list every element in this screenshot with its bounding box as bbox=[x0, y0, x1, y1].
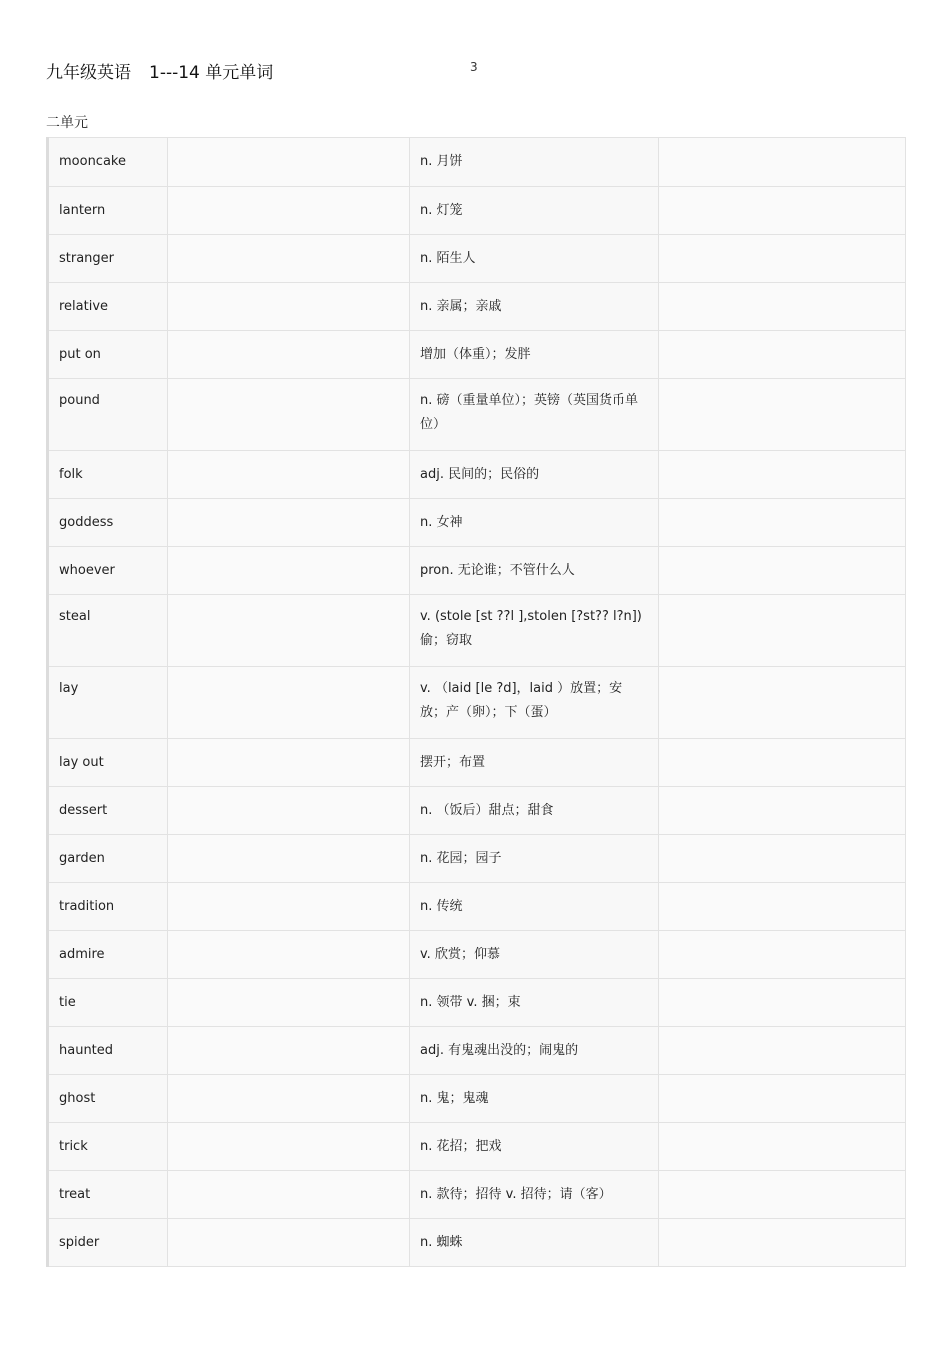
table-row bbox=[48, 283, 906, 331]
blank-cell bbox=[168, 379, 410, 451]
blank-cell bbox=[168, 1027, 410, 1075]
table-row bbox=[48, 1219, 906, 1267]
meaning-cell: adj. 民间的；民俗的 bbox=[410, 451, 659, 499]
meaning-cell: n. 陌生人 bbox=[410, 235, 659, 283]
extra-cell bbox=[659, 667, 906, 739]
table-row bbox=[48, 931, 906, 979]
page-number: 3 bbox=[470, 60, 478, 74]
extra-cell bbox=[659, 379, 906, 451]
blank-cell bbox=[168, 835, 410, 883]
table-row bbox=[48, 451, 906, 499]
extra-cell bbox=[659, 187, 906, 235]
extra-cell bbox=[659, 499, 906, 547]
word-cell: treat bbox=[48, 1171, 168, 1219]
page-title bbox=[46, 58, 273, 83]
word-cell: relative bbox=[48, 283, 168, 331]
word-cell: steal bbox=[48, 595, 168, 667]
meaning-cell: n. （饭后）甜点；甜食 bbox=[410, 787, 659, 835]
word-cell: whoever bbox=[48, 547, 168, 595]
blank-cell bbox=[168, 1123, 410, 1171]
table-row bbox=[48, 499, 906, 547]
blank-cell bbox=[168, 138, 410, 187]
blank-cell bbox=[168, 1075, 410, 1123]
meaning-cell: v. （laid [le ?d]，laid ）放置；安放；产（卵）；下（蛋） bbox=[410, 667, 659, 739]
meaning-cell: v. (stole [st ??l ],stolen [?st?? l?n]) 偷；窃取 bbox=[410, 595, 659, 667]
blank-cell bbox=[168, 1171, 410, 1219]
word-cell: mooncake bbox=[48, 138, 168, 187]
word-cell: put on bbox=[48, 331, 168, 379]
blank-cell bbox=[168, 667, 410, 739]
blank-cell bbox=[168, 187, 410, 235]
blank-cell bbox=[168, 547, 410, 595]
word-cell: pound bbox=[48, 379, 168, 451]
table-row bbox=[48, 138, 906, 187]
blank-cell bbox=[168, 283, 410, 331]
table-row bbox=[48, 235, 906, 283]
extra-cell bbox=[659, 1219, 906, 1267]
meaning-cell: n. 款待；招待 v. 招待；请（客） bbox=[410, 1171, 659, 1219]
blank-cell bbox=[168, 595, 410, 667]
extra-cell bbox=[659, 787, 906, 835]
table-row bbox=[48, 1171, 906, 1219]
extra-cell bbox=[659, 883, 906, 931]
meaning-cell: n. 传统 bbox=[410, 883, 659, 931]
extra-cell bbox=[659, 931, 906, 979]
extra-cell bbox=[659, 331, 906, 379]
table-row bbox=[48, 331, 906, 379]
blank-cell bbox=[168, 331, 410, 379]
blank-cell bbox=[168, 979, 410, 1027]
blank-cell bbox=[168, 499, 410, 547]
title-cn: 九年级英语 bbox=[46, 63, 131, 83]
extra-cell bbox=[659, 835, 906, 883]
word-cell: folk bbox=[48, 451, 168, 499]
word-cell: garden bbox=[48, 835, 168, 883]
table-row bbox=[48, 187, 906, 235]
meaning-cell: n. 月饼 bbox=[410, 138, 659, 187]
blank-cell bbox=[168, 1219, 410, 1267]
blank-cell bbox=[168, 451, 410, 499]
blank-cell bbox=[168, 931, 410, 979]
extra-cell bbox=[659, 451, 906, 499]
extra-cell bbox=[659, 1171, 906, 1219]
word-cell: spider bbox=[48, 1219, 168, 1267]
extra-cell bbox=[659, 739, 906, 787]
word-cell: lantern bbox=[48, 187, 168, 235]
table-row bbox=[48, 883, 906, 931]
title-range: 1---14 单元单词 bbox=[149, 63, 274, 83]
word-cell: trick bbox=[48, 1123, 168, 1171]
meaning-cell: n. 蜘蛛 bbox=[410, 1219, 659, 1267]
table-row bbox=[48, 667, 906, 739]
table-row bbox=[48, 787, 906, 835]
extra-cell bbox=[659, 595, 906, 667]
extra-cell bbox=[659, 235, 906, 283]
extra-cell bbox=[659, 979, 906, 1027]
word-cell: goddess bbox=[48, 499, 168, 547]
table-row bbox=[48, 595, 906, 667]
meaning-cell: n. 灯笼 bbox=[410, 187, 659, 235]
word-cell: lay bbox=[48, 667, 168, 739]
extra-cell bbox=[659, 283, 906, 331]
extra-cell bbox=[659, 1075, 906, 1123]
word-cell: haunted bbox=[48, 1027, 168, 1075]
extra-cell bbox=[659, 547, 906, 595]
table-row bbox=[48, 1075, 906, 1123]
blank-cell bbox=[168, 883, 410, 931]
table-row bbox=[48, 835, 906, 883]
table-row bbox=[48, 1027, 906, 1075]
table-row bbox=[48, 1123, 906, 1171]
extra-cell bbox=[659, 1123, 906, 1171]
meaning-cell: n. 磅（重量单位）；英镑（英国货币单位） bbox=[410, 379, 659, 451]
word-cell: tie bbox=[48, 979, 168, 1027]
meaning-cell: n. 花招；把戏 bbox=[410, 1123, 659, 1171]
meaning-cell: n. 鬼；鬼魂 bbox=[410, 1075, 659, 1123]
word-cell: admire bbox=[48, 931, 168, 979]
meaning-cell: n. 花园；园子 bbox=[410, 835, 659, 883]
word-cell: ghost bbox=[48, 1075, 168, 1123]
blank-cell bbox=[168, 235, 410, 283]
extra-cell bbox=[659, 1027, 906, 1075]
meaning-cell: 摆开；布置 bbox=[410, 739, 659, 787]
meaning-cell: n. 女神 bbox=[410, 499, 659, 547]
vocab-table bbox=[46, 137, 906, 1267]
meaning-cell: n. 领带 v. 捆；束 bbox=[410, 979, 659, 1027]
blank-cell bbox=[168, 739, 410, 787]
meaning-cell: n. 亲属；亲戚 bbox=[410, 283, 659, 331]
word-cell: lay out bbox=[48, 739, 168, 787]
meaning-cell: 增加（体重）；发胖 bbox=[410, 331, 659, 379]
word-cell: tradition bbox=[48, 883, 168, 931]
blank-cell bbox=[168, 787, 410, 835]
word-cell: stranger bbox=[48, 235, 168, 283]
section-title: 二单元 bbox=[46, 115, 88, 131]
table-row bbox=[48, 739, 906, 787]
word-cell: dessert bbox=[48, 787, 168, 835]
vocab-table-body bbox=[48, 138, 906, 1267]
table-row bbox=[48, 379, 906, 451]
meaning-cell: pron. 无论谁；不管什么人 bbox=[410, 547, 659, 595]
table-row bbox=[48, 547, 906, 595]
meaning-cell: adj. 有鬼魂出没的；闹鬼的 bbox=[410, 1027, 659, 1075]
extra-cell bbox=[659, 138, 906, 187]
meaning-cell: v. 欣赏；仰慕 bbox=[410, 931, 659, 979]
table-row bbox=[48, 979, 906, 1027]
